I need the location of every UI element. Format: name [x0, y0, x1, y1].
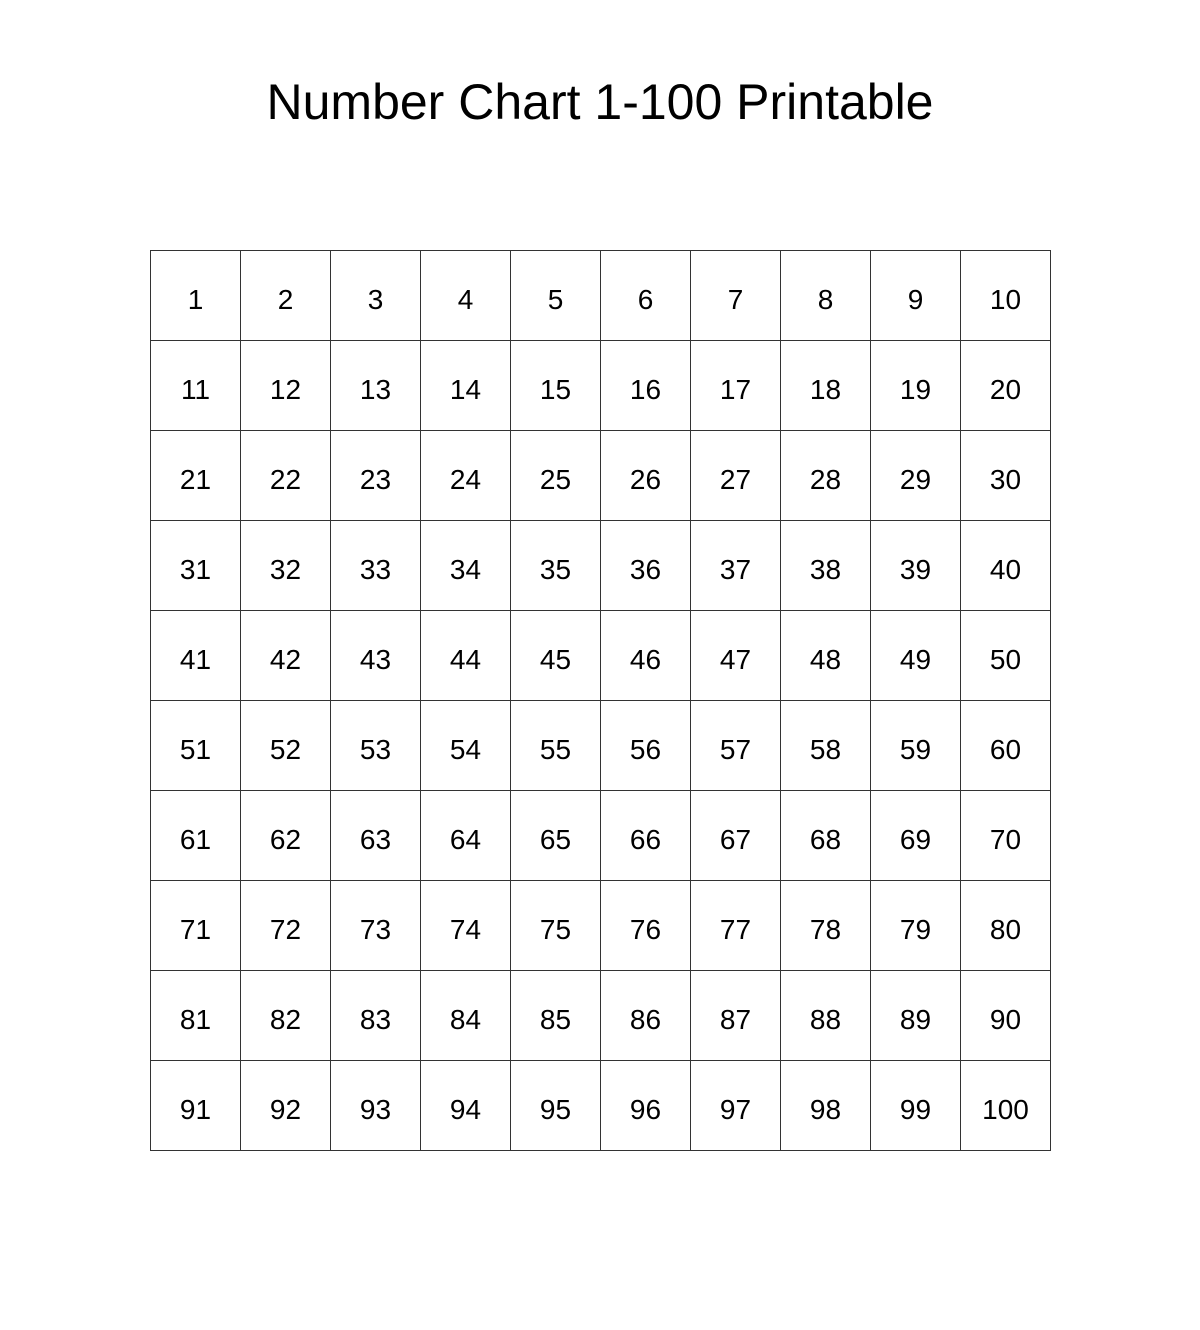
number-cell: 74 [421, 881, 511, 971]
number-cell: 50 [961, 611, 1051, 701]
table-row [151, 611, 1051, 701]
number-cell: 34 [421, 521, 511, 611]
number-cell: 91 [151, 1061, 241, 1151]
number-cell: 42 [241, 611, 331, 701]
number-cell: 52 [241, 701, 331, 791]
number-cell: 38 [781, 521, 871, 611]
number-cell: 11 [151, 341, 241, 431]
number-cell: 44 [421, 611, 511, 701]
number-cell: 39 [871, 521, 961, 611]
number-cell: 98 [781, 1061, 871, 1151]
number-cell: 90 [961, 971, 1051, 1061]
number-cell: 68 [781, 791, 871, 881]
number-cell: 53 [331, 701, 421, 791]
number-cell: 35 [511, 521, 601, 611]
number-cell: 62 [241, 791, 331, 881]
number-cell: 95 [511, 1061, 601, 1151]
number-cell: 32 [241, 521, 331, 611]
number-cell: 97 [691, 1061, 781, 1151]
number-cell: 8 [781, 251, 871, 341]
number-cell: 28 [781, 431, 871, 521]
number-cell: 24 [421, 431, 511, 521]
number-cell: 85 [511, 971, 601, 1061]
number-cell: 64 [421, 791, 511, 881]
number-cell: 99 [871, 1061, 961, 1151]
table-row [151, 971, 1051, 1061]
number-cell: 5 [511, 251, 601, 341]
number-cell: 17 [691, 341, 781, 431]
number-cell: 65 [511, 791, 601, 881]
number-cell: 66 [601, 791, 691, 881]
number-cell: 73 [331, 881, 421, 971]
number-cell: 60 [961, 701, 1051, 791]
number-cell: 94 [421, 1061, 511, 1151]
number-cell: 78 [781, 881, 871, 971]
number-cell: 18 [781, 341, 871, 431]
table-row [151, 251, 1051, 341]
number-cell: 36 [601, 521, 691, 611]
number-cell: 46 [601, 611, 691, 701]
number-cell: 14 [421, 341, 511, 431]
number-cell: 100 [961, 1061, 1051, 1151]
number-cell: 45 [511, 611, 601, 701]
number-cell: 26 [601, 431, 691, 521]
number-cell: 80 [961, 881, 1051, 971]
number-cell: 70 [961, 791, 1051, 881]
number-cell: 89 [871, 971, 961, 1061]
number-chart-table [150, 250, 1051, 1151]
number-cell: 19 [871, 341, 961, 431]
number-cell: 12 [241, 341, 331, 431]
number-cell: 23 [331, 431, 421, 521]
number-cell: 37 [691, 521, 781, 611]
number-cell: 93 [331, 1061, 421, 1151]
number-cell: 10 [961, 251, 1051, 341]
number-cell: 7 [691, 251, 781, 341]
number-cell: 21 [151, 431, 241, 521]
number-cell: 67 [691, 791, 781, 881]
number-cell: 13 [331, 341, 421, 431]
number-cell: 48 [781, 611, 871, 701]
number-cell: 77 [691, 881, 781, 971]
number-cell: 84 [421, 971, 511, 1061]
number-cell: 63 [331, 791, 421, 881]
number-cell: 55 [511, 701, 601, 791]
number-cell: 49 [871, 611, 961, 701]
number-cell: 27 [691, 431, 781, 521]
number-cell: 81 [151, 971, 241, 1061]
number-cell: 86 [601, 971, 691, 1061]
table-row [151, 881, 1051, 971]
page-title: Number Chart 1-100 Printable [266, 74, 934, 130]
number-cell: 72 [241, 881, 331, 971]
number-cell: 30 [961, 431, 1051, 521]
number-cell: 1 [151, 251, 241, 341]
number-cell: 92 [241, 1061, 331, 1151]
number-cell: 22 [241, 431, 331, 521]
number-cell: 16 [601, 341, 691, 431]
number-cell: 76 [601, 881, 691, 971]
number-cell: 15 [511, 341, 601, 431]
number-cell: 25 [511, 431, 601, 521]
number-cell: 54 [421, 701, 511, 791]
table-row [151, 341, 1051, 431]
table-row [151, 431, 1051, 521]
number-cell: 87 [691, 971, 781, 1061]
number-chart-body [151, 251, 1051, 1151]
number-cell: 79 [871, 881, 961, 971]
number-cell: 9 [871, 251, 961, 341]
number-cell: 71 [151, 881, 241, 971]
number-cell: 88 [781, 971, 871, 1061]
number-cell: 2 [241, 251, 331, 341]
number-cell: 59 [871, 701, 961, 791]
number-cell: 33 [331, 521, 421, 611]
number-cell: 96 [601, 1061, 691, 1151]
number-cell: 56 [601, 701, 691, 791]
number-cell: 3 [331, 251, 421, 341]
number-cell: 41 [151, 611, 241, 701]
number-cell: 40 [961, 521, 1051, 611]
number-cell: 47 [691, 611, 781, 701]
number-cell: 75 [511, 881, 601, 971]
number-cell: 51 [151, 701, 241, 791]
table-row [151, 521, 1051, 611]
table-row [151, 1061, 1051, 1151]
number-cell: 29 [871, 431, 961, 521]
table-row [151, 701, 1051, 791]
number-cell: 4 [421, 251, 511, 341]
number-cell: 57 [691, 701, 781, 791]
number-cell: 82 [241, 971, 331, 1061]
number-cell: 43 [331, 611, 421, 701]
number-cell: 83 [331, 971, 421, 1061]
number-cell: 6 [601, 251, 691, 341]
number-cell: 20 [961, 341, 1051, 431]
number-cell: 69 [871, 791, 961, 881]
table-row [151, 791, 1051, 881]
number-cell: 31 [151, 521, 241, 611]
number-cell: 58 [781, 701, 871, 791]
number-cell: 61 [151, 791, 241, 881]
